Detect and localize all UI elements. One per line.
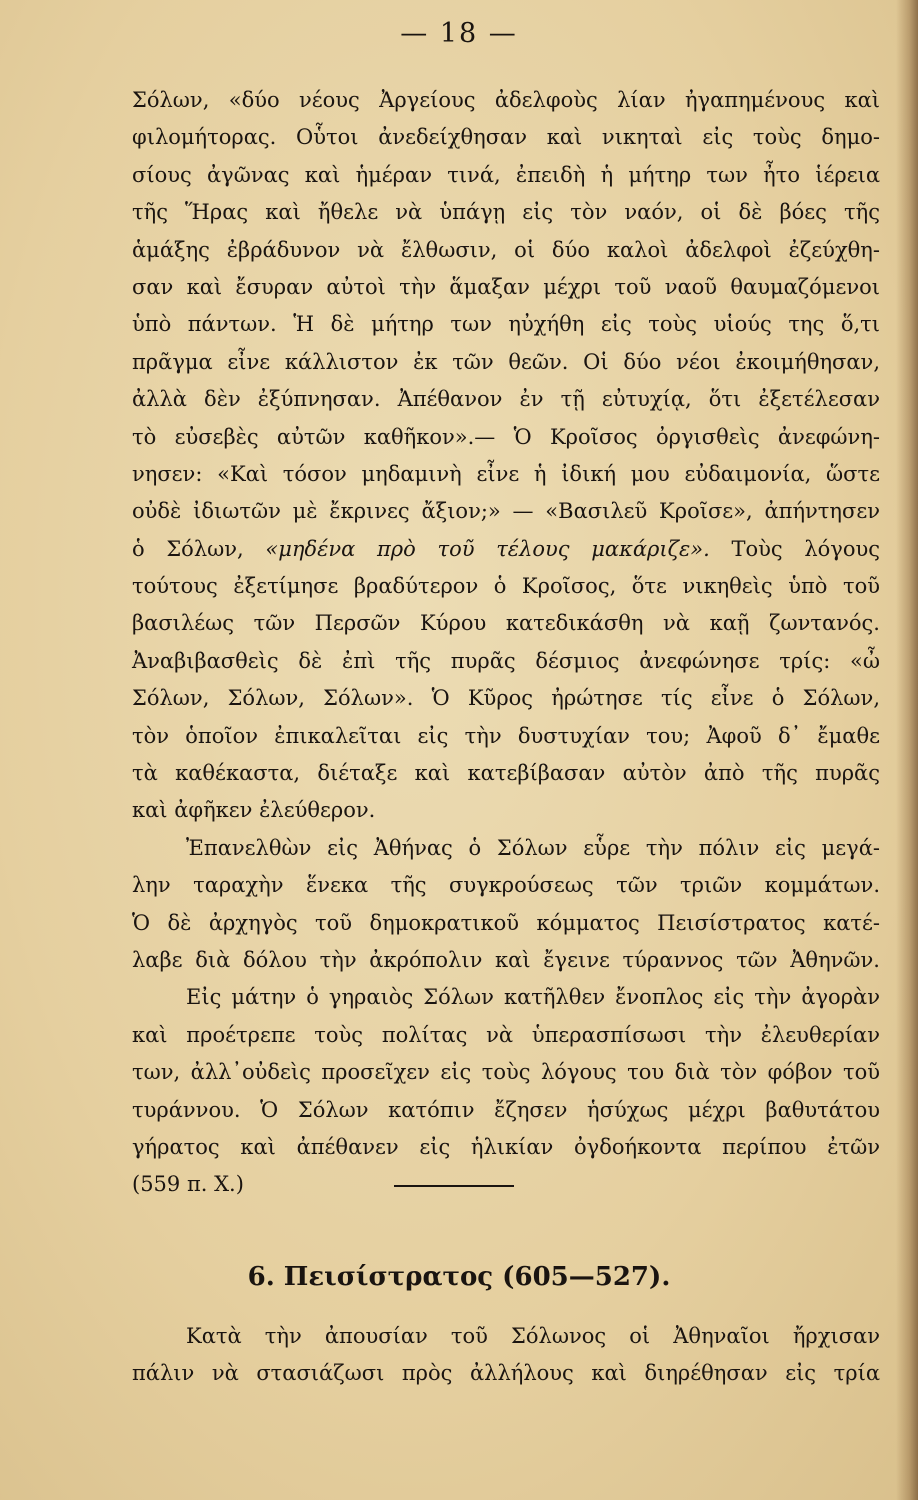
- text-line: Ὁ δὲ ἀρχηγὸς τοῦ δημοκρατικοῦ κόμματος Πεισίστρατος κατέ-: [132, 910, 880, 935]
- text-segment: ὁ Σόλων,: [132, 536, 244, 561]
- text-line: τὸ εὐσεβὲς αὐτῶν καθῆκον».— Ὁ Κροῖσος ὀργισθεὶς ἀνεφώνη-: [132, 424, 880, 449]
- text-line: φιλομήτορας. Οὗτοι ἀνεδείχθησαν καὶ νικηταὶ εἰς τοὺς δημο-: [132, 125, 880, 150]
- text-line: Σόλων, «δύο νέους Ἀργείους ἀδελφοὺς λίαν ἠγαπημένους καὶ: [132, 88, 880, 112]
- text-segment: (559 π. Χ.): [132, 1172, 244, 1197]
- text-line-with-quote: [132, 531, 880, 568]
- text-line: τυράννου. Ὁ Σόλων κατόπιν ἔζησεν ἡσύχως μέχρι βαθυτάτου: [132, 1097, 880, 1122]
- text-line: σίους ἀγῶνας καὶ ἡμέραν τινά, ἐπειδὴ ἡ μήτηρ των ἦτο ἱέρεια: [132, 162, 880, 187]
- text-line: των, ἀλλ᾽οὐδεὶς προσεῖχεν εἰς τοὺς λόγους του διὰ τὸν φόβον τοῦ: [132, 1060, 880, 1085]
- text-line: Σόλων, Σόλων, Σόλων». Ὁ Κῦρος ἠρώτησε τίς εἶνε ὁ Σόλων,: [132, 686, 880, 711]
- text-line-final: [132, 1166, 880, 1203]
- section-rule: [394, 1185, 514, 1187]
- text-line: τὸν ὁποῖον ἐπικαλεῖται εἰς τὴν δυστυχίαν του; Ἀφοῦ δ᾽ ἔμαθε: [132, 723, 880, 748]
- body-text: [132, 82, 880, 1204]
- text-line: τῆς Ἥρας καὶ ἤθελε νὰ ὑπάγῃ εἰς τὸν ναόν, οἱ δὲ βόες τῆς: [132, 200, 880, 225]
- text-line: πάλιν νὰ στασιάζωσι πρὸς ἀλλήλους καὶ διηρέθησαν εἰς τρία: [132, 1361, 880, 1386]
- body-text-continued: [132, 1318, 880, 1393]
- text-line: καὶ ἀφῆκεν ἐλεύθερον.: [132, 798, 376, 823]
- text-line: νησεν: «Καὶ τόσον μηδαμινὴ εἶνε ἡ ἰδική μου εὐδαιμονία, ὥστε: [132, 461, 880, 486]
- text-line: Ἐπανελθὼν εἰς Ἀθήνας ὁ Σόλων εὗρε τὴν πόλιν εἰς μεγά-: [186, 835, 880, 860]
- text-line: λαβε διὰ δόλου τὴν ἀκρόπολιν καὶ ἔγεινε τύραννος τῶν Ἀθηνῶν.: [132, 947, 880, 972]
- page-number: — 18 —: [400, 18, 518, 49]
- text-line: λην ταραχὴν ἕνεκα τῆς συγκρούσεως τῶν τριῶν κομμάτων.: [132, 873, 880, 898]
- text-line: βασιλέως τῶν Περσῶν Κύρου κατεδικάσθη νὰ καῇ ζωντανός.: [132, 611, 880, 636]
- text-line: ὑπὸ πάντων. Ἡ δὲ μήτηρ των ηὐχήθη εἰς τοὺς υἱούς της ὅ,τι: [132, 312, 880, 337]
- text-line: Ἀναβιβασθεὶς δὲ ἐπὶ τῆς πυρᾶς δέσμιος ἀνεφώνησε τρίς: «ὦ: [132, 648, 880, 673]
- quote-italic: «μηδένα πρὸ τοῦ τέλους μακάριζε».: [265, 536, 710, 561]
- text-line: γήρατος καὶ ἀπέθανεν εἰς ἡλικίαν ὀγδοήκοντα περίπου ἐτῶν: [132, 1134, 880, 1159]
- text-line: τούτους ἐξετίμησε βραδύτερον ὁ Κροῖσος, ὅτε νικηθεὶς ὑπὸ τοῦ: [132, 574, 880, 599]
- text-line: ἀλλὰ δὲν ἐξύπνησαν. Ἀπέθανον ἐν τῇ εὐτυχίᾳ, ὅτι ἐξετέλεσαν: [132, 387, 880, 412]
- text-line: οὐδὲ ἰδιωτῶν μὲ ἔκρινες ἄξιον;» — «Βασιλεῦ Κροῖσε», ἀπήντησεν: [132, 499, 880, 524]
- text-segment: Τοὺς λόγους: [731, 536, 881, 561]
- section-heading: 6. Πεισίστρατος (605—527).: [247, 1262, 671, 1292]
- text-line: τὰ καθέκαστα, διέταξε καὶ κατεβίβασαν αὐτὸν ἀπὸ τῆς πυρᾶς: [132, 761, 880, 786]
- text-line: σαν καὶ ἔσυραν αὐτοὶ τὴν ἅμαξαν μέχρι τοῦ ναοῦ θαυμαζόμενοι: [132, 274, 880, 299]
- text-line: Κατὰ τὴν ἀπουσίαν τοῦ Σόλωνος οἱ Ἀθηναῖοι ἤρχισαν: [186, 1324, 880, 1348]
- text-line: Εἰς μάτην ὁ γηραιὸς Σόλων κατῆλθεν ἔνοπλος εἰς τὴν ἀγορὰν: [186, 985, 880, 1010]
- text-line: ἁμάξης ἐβράδυνον νὰ ἔλθωσιν, οἱ δύο καλοὶ ἀδελφοὶ ἐζεύχθη-: [132, 237, 880, 262]
- text-line: πρᾶγμα εἶνε κάλλιστον ἐκ τῶν θεῶν. Οἱ δύο νέοι ἐκοιμήθησαν,: [132, 349, 880, 374]
- text-line: καὶ προέτρεπε τοὺς πολίτας νὰ ὑπερασπίσωσι τὴν ἐλευθερίαν: [132, 1022, 880, 1047]
